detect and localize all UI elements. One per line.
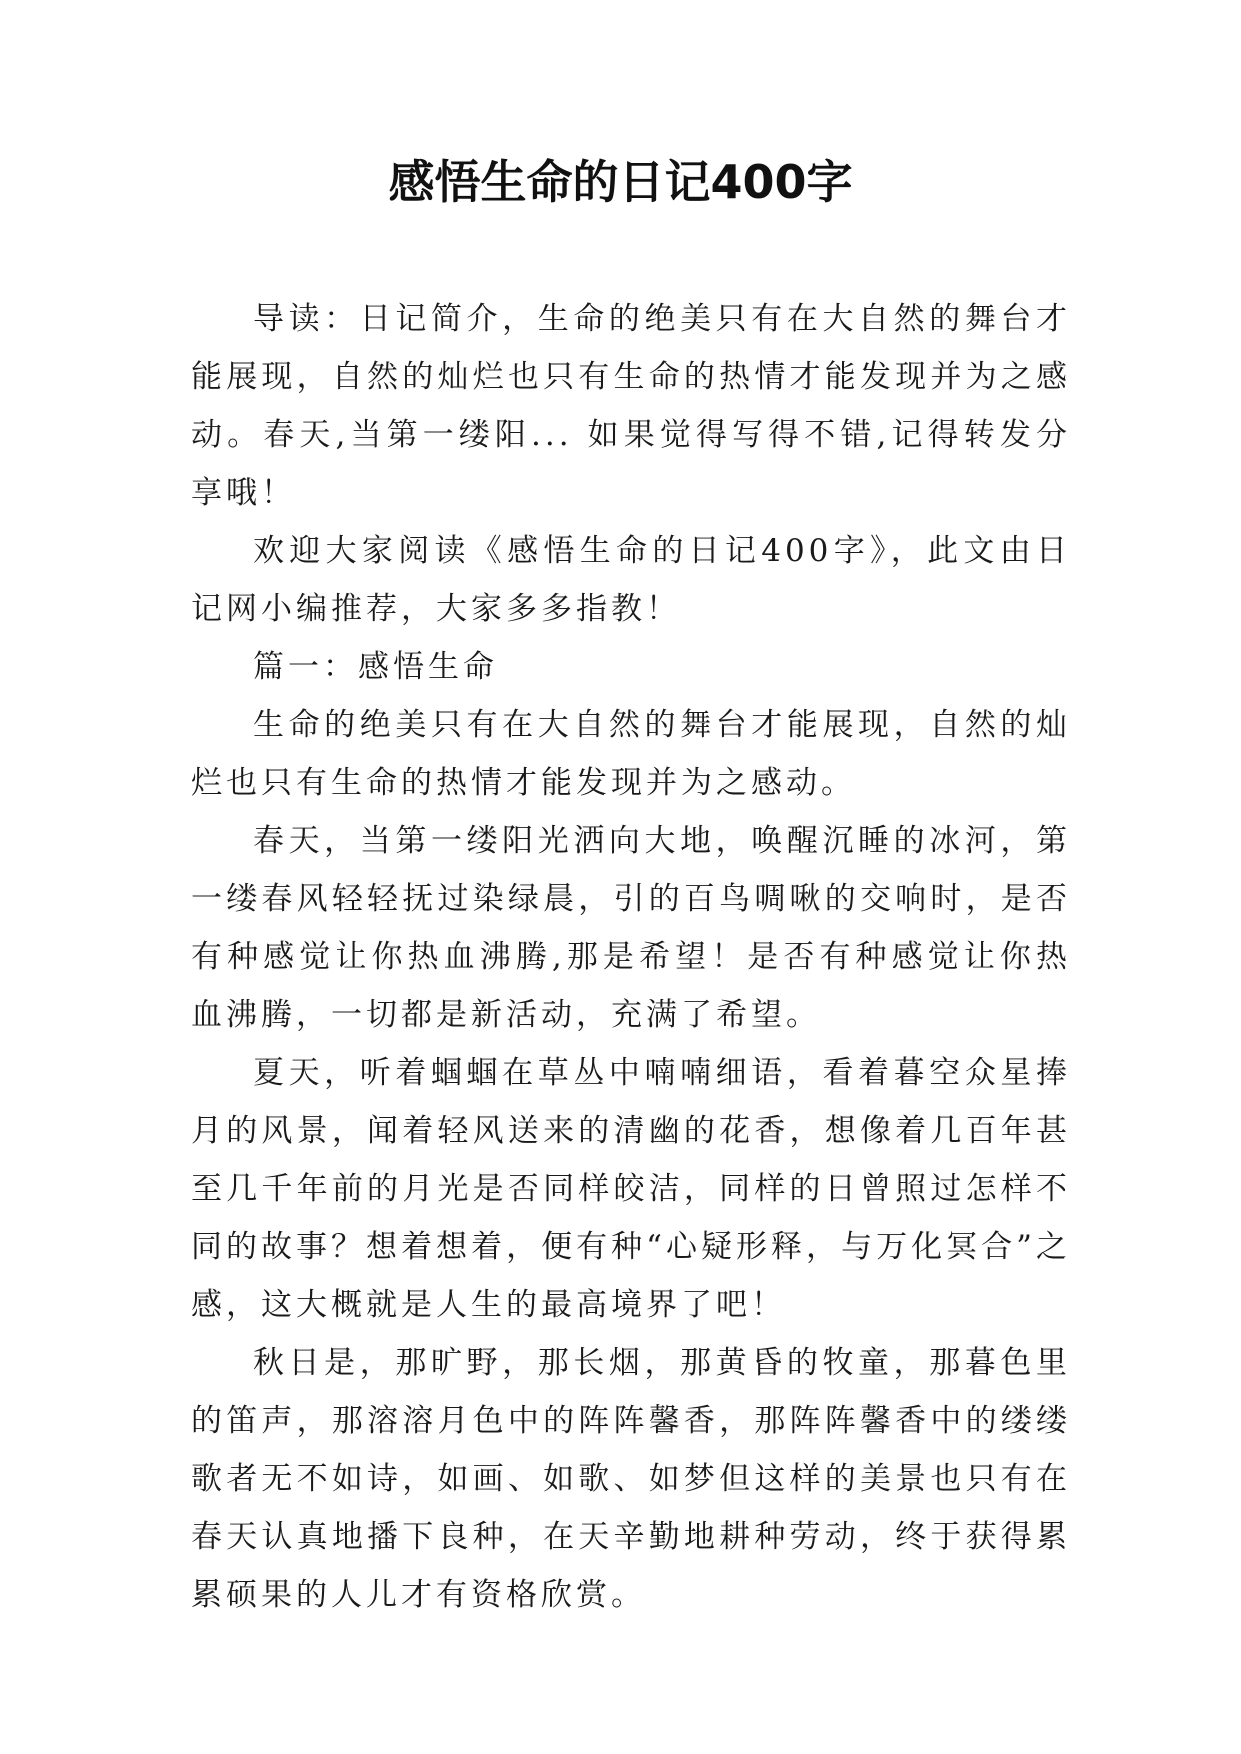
paragraph-opening: 生命的绝美只有在大自然的舞台才能展现，自然的灿烂也只有生命的热情才能发现并为之感动。 [191,707,1071,801]
document-title: 感悟生命的日记400字 [388,155,853,209]
section-heading: 篇一：感悟生命 [253,649,498,685]
document-body [191,290,1071,1624]
paragraph-welcome: 欢迎大家阅读《感悟生命的日记400字》，此文由日记网小编推荐，大家多多指教！ [191,533,1071,627]
paragraph-summer: 夏天，听着蝈蝈在草丛中喃喃细语，看着暮空众星捧月的风景，闻着轻风送来的清幽的花香，想像着几百年甚至几千年前的月光是否同样皎洁，同样的日曾照过怎样不同的故事？想着想着，便有种“心疑形释，与万化冥合”之感，这大概就是人生的最高境界了吧！ [191,1055,1071,1323]
paragraph-intro: 导读：日记简介，生命的绝美只有在大自然的舞台才能展现，自然的灿烂也只有生命的热情才能发现并为之感动。春天,当第一缕阳... 如果觉得写得不错,记得转发分享哦！ [191,301,1071,511]
paragraph-autumn: 秋日是，那旷野，那长烟，那黄昏的牧童，那暮色里的笛声，那溶溶月色中的阵阵馨香，那阵阵馨香中的缕缕歌者无不如诗，如画、如歌、如梦但这样的美景也只有在春天认真地播下良种，在天辛勤地耕种劳动，终于获得累累硕果的人儿才有资格欣赏。 [191,1345,1071,1613]
paragraph-spring: 春天，当第一缕阳光洒向大地，唤醒沉睡的冰河，第一缕春风轻轻抚过染绿晨，引的百鸟啁啾的交响时，是否有种感觉让你热血沸腾,那是希望！是否有种感觉让你热血沸腾，一切都是新活动，充满了希望。 [191,823,1071,1033]
